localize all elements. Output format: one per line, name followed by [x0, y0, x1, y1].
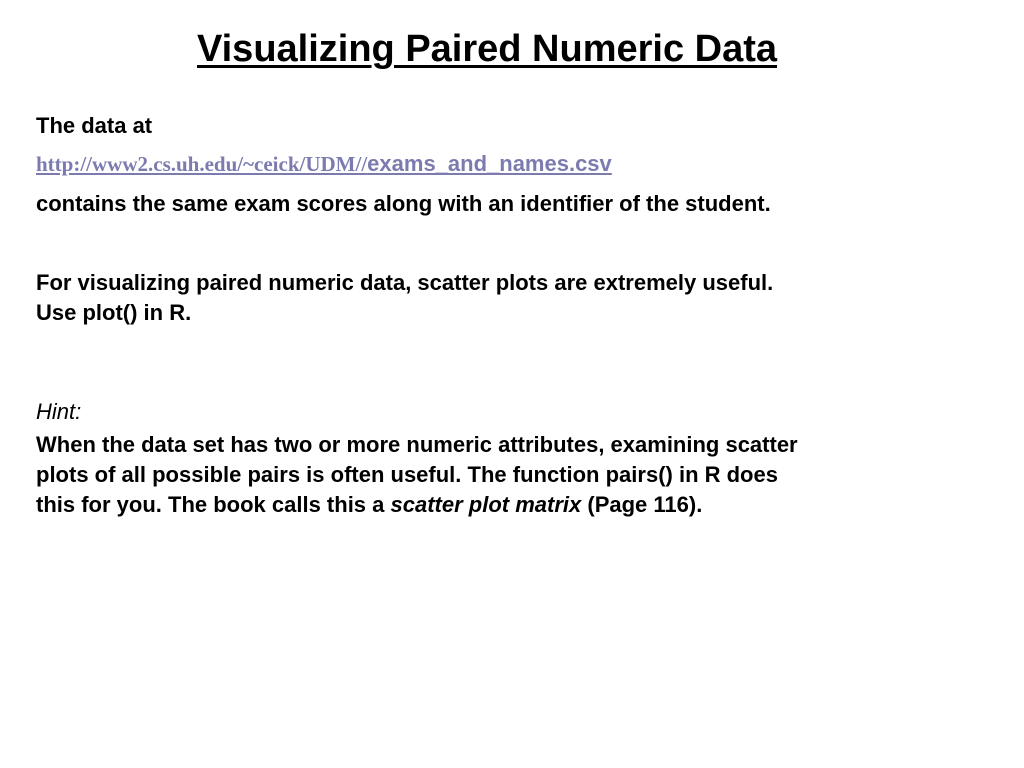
hint-line3-before: this for you. The book calls this a — [36, 492, 391, 517]
scatter-paragraph — [36, 268, 976, 328]
contains-line: contains the same exam scores along with an identifier of the student. — [36, 191, 771, 216]
dataset-url-filename: exams_and_names.csv — [367, 151, 612, 176]
dataset-url-prefix: http://www2.cs.uh.edu/~ceick/UDM// — [36, 152, 368, 176]
hint-paragraph-line: When the data set has two or more numeric attributes, examining scatter — [36, 432, 798, 457]
scatter-plot-matrix-term: scatter plot matrix — [390, 492, 582, 517]
hint-paragraph-line — [36, 490, 976, 520]
slide-title: Visualizing Paired Numeric Data — [196, 28, 778, 70]
scatter-paragraph-line: Use plot() in R. — [36, 300, 192, 325]
hint-paragraph — [36, 430, 976, 520]
dataset-link[interactable] — [36, 151, 612, 176]
scatter-paragraph-line: For visualizing paired numeric data, scatter plots are extremely useful. — [36, 270, 774, 295]
hint-label: Hint: — [36, 399, 82, 424]
dataset-url-line — [36, 149, 976, 179]
hint-line3-after: (Page 116). — [581, 492, 703, 517]
hint-paragraph-line: plots of all possible pairs is often useful. The function pairs() in R does — [36, 462, 778, 487]
intro-line: The data at — [36, 113, 153, 138]
